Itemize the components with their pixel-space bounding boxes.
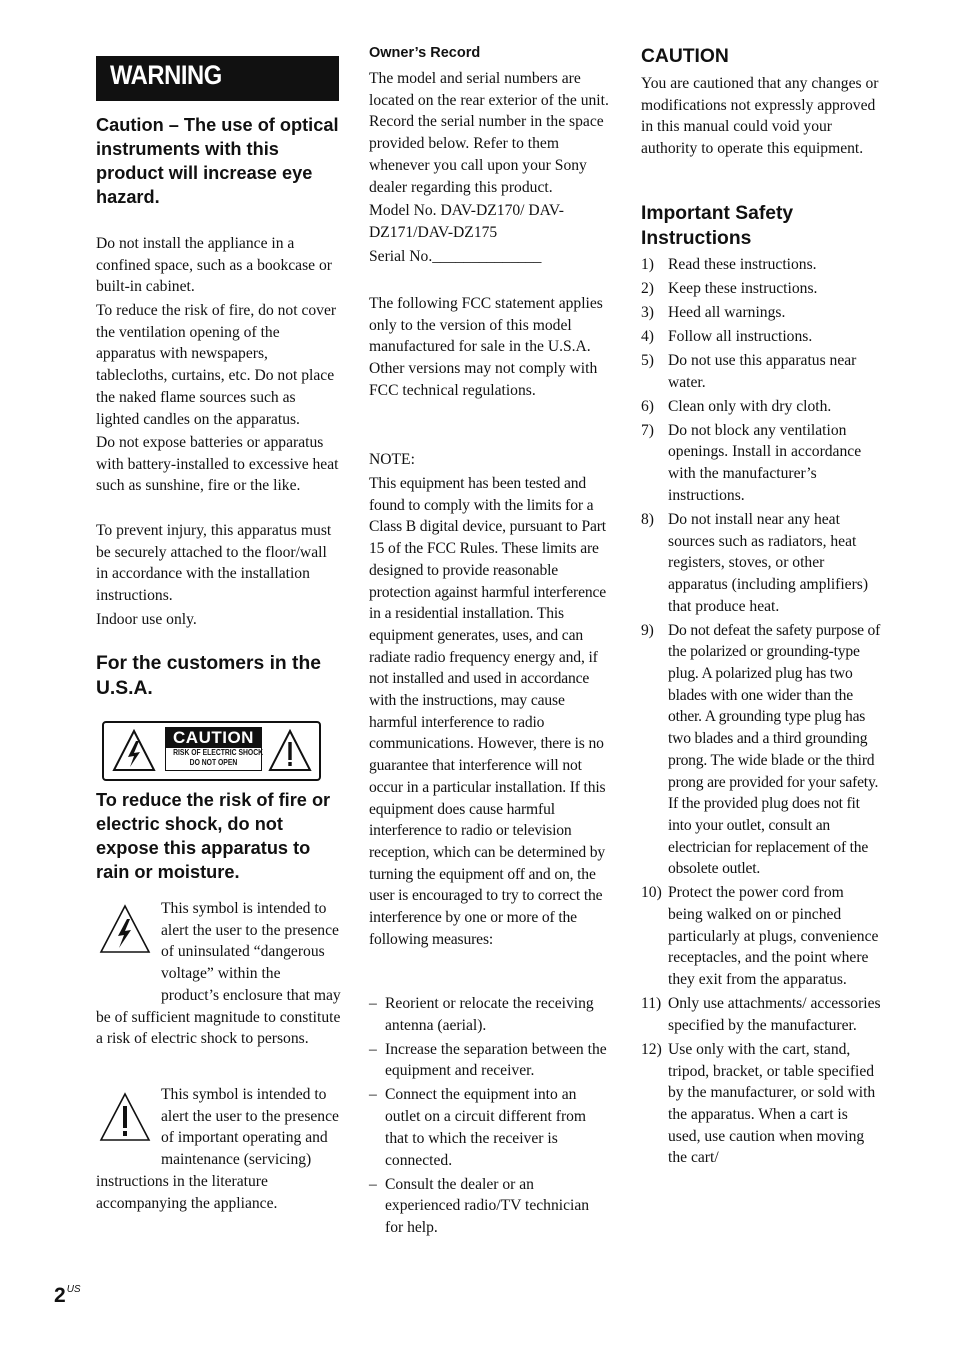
safety-instructions-heading: Important Safety Instructions [641, 203, 794, 249]
safety-instructions-list [641, 254, 881, 1171]
list-item: 4) Follow all instructions. [641, 328, 813, 345]
note-label: NOTE: [369, 451, 415, 468]
serial-number: Serial No.______________ [369, 248, 542, 265]
optical-caution-heading: Caution – The use of optical instruments with this product will increase eye hazard. [96, 115, 339, 207]
usa-heading: For the customers in the U.S.A. [96, 653, 321, 699]
instructions-symbol-description: This symbol is intended to alert the user to the presence of important operating and maintenance (servicing) instructions in the literature accompanying the appliance. [96, 1086, 339, 1212]
electric-shock-icon [112, 729, 156, 773]
exclamation-icon [268, 729, 312, 773]
paragraph-injury: To prevent injury, this apparatus must be securely attached to the floor/wall in accordance with the installation instructions. [96, 522, 332, 605]
interference-measures-list [369, 993, 609, 1239]
list-item: 12) Use only with the cart, stand, tripod, bracket, or table specified by the manufacturer, or sold with the apparatus. When a cart is used, use caution when moving the cart/ [641, 1040, 876, 1167]
list-item: 2) Keep these instructions. [641, 280, 818, 297]
caution-label-line1: RISK OF ELECTRIC SHOCK [173, 748, 264, 757]
list-item: 11) Only use attachments/ accessories specified by the manufacturer. [641, 995, 881, 1034]
list-item: 1) Read these instructions. [641, 256, 817, 273]
list-item: – Reorient or relocate the receiving antenna (aerial). [369, 993, 609, 1036]
caution-heading: CAUTION [641, 46, 729, 67]
fcc-statement: The following FCC statement applies only to the version of this model manufactured for sale in the U.S.A. Other versions may not comply with FCC technical regulations. [369, 295, 603, 399]
paragraph-batteries: Do not expose batteries or apparatus with battery-installed to excessive heat such as sunshine, fire or the like. [96, 434, 339, 495]
list-item: 10) Protect the power cord from being walked on or pinched particularly at plugs, convenience receptacles, and the point where they exit from the apparatus. [641, 884, 879, 989]
warning-banner [96, 56, 339, 101]
caution-label-title: CAUTION [166, 728, 261, 748]
list-item: – Consult the dealer or an experienced radio/TV technician for help. [369, 1174, 609, 1239]
caution-label [165, 727, 262, 771]
region-code: US [66, 1284, 81, 1295]
list-item: 8) Do not install near any heat sources such as radiators, heat registers, stoves, or other apparatus (including amplifiers) that produce heat. [641, 510, 869, 615]
caution-text: You are cautioned that any changes or modifications not expressly approved in this manual could void your authority to operate this equipment. [641, 75, 879, 158]
list-item: 7) Do not block any ventilation openings. Install in accordance with the manufacturer’s instructions. [641, 421, 862, 504]
paragraph-confined-space: Do not install the appliance in a confined space, such as a bookcase or built-in cabinet. [96, 235, 332, 296]
fire-shock-warning: To reduce the risk of fire or electric shock, do not expose this apparatus to rain or moisture. [96, 790, 331, 882]
list-item: – Connect the equipment into an outlet on a circuit different from that to which the receiver is connected. [369, 1084, 609, 1171]
caution-label-box [102, 721, 321, 781]
owners-record-text: The model and serial numbers are located on the rear exterior of the unit. Record the serial number in the space provided below. Refer to them whenever you call upon your Sony dealer regarding this product. [369, 70, 609, 196]
owners-record-heading: Owner’s Record [369, 45, 481, 61]
list-item: 5) Do not use this apparatus near water. [641, 352, 857, 391]
list-item: 6) Clean only with dry cloth. [641, 397, 832, 415]
list-item: – Increase the separation between the equipment and receiver. [369, 1039, 609, 1082]
list-item: 3) Heed all warnings. [641, 304, 786, 321]
warning-title: WARNING [110, 60, 222, 90]
page-number: $2^{US}$ [54, 1284, 81, 1307]
caution-label-line2: DO NOT OPEN [189, 758, 238, 767]
paragraph-indoor: Indoor use only. [96, 611, 197, 628]
list-item: 9) Do not defeat the safety purpose of the polarized or grounding-type plug. A polarized plug has two blades with one wider than the other. A grounding type plug has two blades and a third grounding prong. The wide blade or the third prong are provided for your safety. If the provided plug does not fit into your outlet, consult an electrician for replacement of the obsolete outlet. [641, 621, 881, 878]
model-number: Model No. DAV-DZ170/ DAV-DZ171/DAV-DZ175 [369, 202, 564, 241]
note-text: This equipment has been tested and found to comply with the limits for a Class B digital device, pursuant to Part 15 of the FCC Rules. These limits are designed to provide reasonable protection against harmful interference in a residential installation. This equipment generates, uses, and can radiate radio frequency energy and, if not installed and used in accordance with the instructions, may cause harmful interference to radio communications. However, there is no guarantee that interference will not occur in a particular installation. If this equipment does cause harmful interference to radio or television reception, which can be determined by turning the equipment off and on, the user is encouraged to try to correct the interference by one or more of the following measures: [369, 475, 607, 948]
voltage-symbol-description: This symbol is intended to alert the user to the presence of uninsulated “dangerous voltage” within the product’s enclosure that may be of sufficient magnitude to constitute a risk of electric shock to persons. [96, 900, 341, 1048]
paragraph-ventilation: To reduce the risk of fire, do not cover the ventilation opening of the apparatus with newspapers, tablecloths, curtains, etc. Do not place the naked flame sources such as lighted candles on the apparatus. [96, 302, 337, 428]
